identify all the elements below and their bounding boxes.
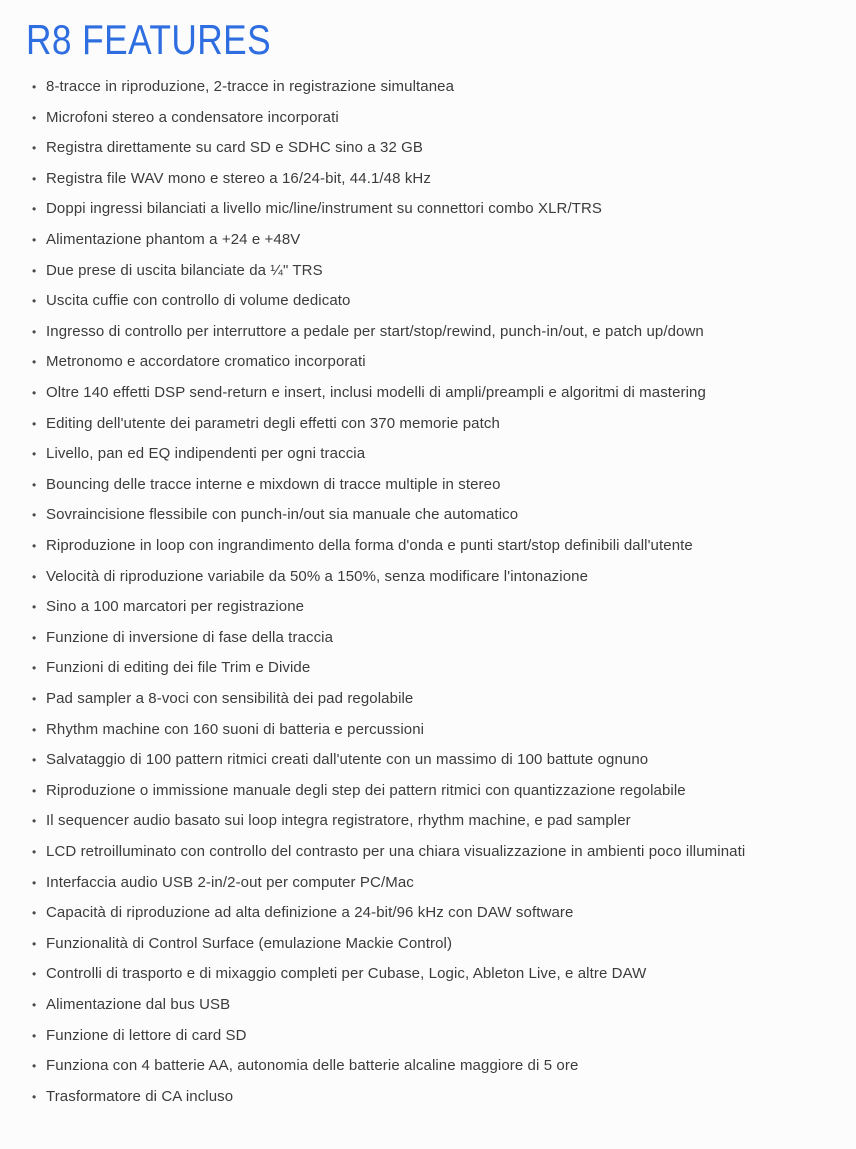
bullet-icon: • — [32, 508, 37, 523]
feature-item — [26, 996, 830, 1014]
feature-item — [26, 690, 830, 708]
bullet-icon: • — [32, 1059, 37, 1074]
bullet-icon: • — [32, 906, 37, 921]
bullet-icon: • — [32, 875, 37, 890]
feature-item-text: Funziona con 4 batterie AA, autonomia delle batterie alcaline maggiore di 5 ore — [46, 1057, 579, 1075]
feature-item-text: Livello, pan ed EQ indipendenti per ogni traccia — [46, 445, 366, 463]
bullet-icon: • — [32, 324, 37, 339]
feature-item-text: Pad sampler a 8-voci con sensibilità dei pad regolabile — [46, 689, 414, 707]
feature-item-text: Capacità di riproduzione ad alta definizione a 24-bit/96 kHz con DAW software — [46, 904, 574, 922]
feature-item — [26, 812, 830, 830]
bullet-icon: • — [32, 477, 37, 492]
feature-item-text: Interfaccia audio USB 2-in/2-out per computer PC/Mac — [46, 873, 414, 891]
bullet-icon: • — [32, 691, 37, 706]
feature-item — [26, 109, 830, 127]
feature-item-text: LCD retroilluminato con controllo del contrasto per una chiara visualizzazione in ambienti poco illuminati — [46, 842, 746, 860]
bullet-icon: • — [32, 600, 37, 615]
feature-item — [26, 598, 830, 616]
features-list — [26, 78, 830, 1106]
feature-item-text: Controlli di trasporto e di mixaggio completi per Cubase, Logic, Ableton Live, e altre DAW — [46, 965, 647, 983]
feature-item — [26, 231, 830, 249]
feature-item — [26, 445, 830, 463]
bullet-icon: • — [32, 233, 37, 248]
feature-item-text: Riproduzione o immissione manuale degli step dei pattern ritmici con quantizzazione regolabile — [46, 781, 686, 799]
feature-item-text: Sovraincisione flessibile con punch-in/out sia manuale che automatico — [46, 506, 519, 524]
bullet-icon: • — [32, 80, 37, 95]
bullet-icon: • — [32, 722, 37, 737]
feature-item-text: Uscita cuffie con controllo di volume dedicato — [46, 292, 351, 310]
bullet-icon: • — [32, 967, 37, 982]
feature-item — [26, 262, 830, 280]
bullet-icon: • — [32, 783, 37, 798]
bullet-icon: • — [32, 447, 37, 462]
feature-item — [26, 537, 830, 555]
feature-item — [26, 965, 830, 983]
bullet-icon: • — [32, 936, 37, 951]
feature-item — [26, 751, 830, 769]
feature-item — [26, 292, 830, 310]
feature-item-text: Ingresso di controllo per interruttore a pedale per start/stop/rewind, punch-in/out, e patch up/down — [46, 322, 704, 340]
feature-item — [26, 353, 830, 371]
bullet-icon: • — [32, 569, 37, 584]
bullet-icon: • — [32, 997, 37, 1012]
feature-item-text: Funzione di inversione di fase della traccia — [46, 628, 334, 646]
feature-item-text: Alimentazione phantom a +24 e +48V — [46, 231, 301, 249]
bullet-icon: • — [32, 630, 37, 645]
feature-item-text: Il sequencer audio basato sui loop integra registratore, rhythm machine, e pad sampler — [46, 812, 631, 830]
bullet-icon: • — [32, 294, 37, 309]
feature-item-text: Riproduzione in loop con ingrandimento della forma d'onda e punti start/stop definibili dall'utente — [46, 537, 693, 554]
feature-item-text: Alimentazione dal bus USB — [46, 995, 231, 1013]
page-title: R8 FEATURES — [26, 16, 272, 63]
feature-item-text: Oltre 140 effetti DSP send-return e insert, inclusi modelli di ampli/preampli e algoritmi di mastering — [46, 384, 706, 402]
feature-item — [26, 139, 830, 157]
feature-item — [26, 935, 830, 953]
feature-item — [26, 415, 830, 433]
bullet-icon: • — [32, 355, 37, 370]
feature-item-text: Microfoni stereo a condensatore incorporati — [46, 108, 339, 126]
feature-item — [26, 1088, 830, 1106]
feature-item — [26, 78, 830, 96]
feature-item-text: Doppi ingressi bilanciati a livello mic/line/instrument su connettori combo XLR/TRS — [46, 200, 603, 218]
feature-item-text: Velocità di riproduzione variabile da 50% a 150%, senza modificare l'intonazione — [46, 567, 589, 585]
feature-item-text: Funzionalità di Control Surface (emulazione Mackie Control) — [46, 934, 453, 952]
bullet-icon: • — [32, 110, 37, 125]
feature-item — [26, 904, 830, 922]
feature-item — [26, 323, 830, 341]
bullet-icon: • — [32, 141, 37, 156]
feature-item-text: Rhythm machine con 160 suoni di batteria e percussioni — [46, 720, 425, 738]
feature-item — [26, 1027, 830, 1045]
feature-item-text: Funzioni di editing dei file Trim e Divide — [46, 659, 311, 677]
feature-item — [26, 1057, 830, 1075]
feature-item — [26, 476, 830, 494]
bullet-icon: • — [32, 1089, 37, 1104]
bullet-icon: • — [32, 171, 37, 186]
feature-item-text: Sino a 100 marcatori per registrazione — [46, 598, 305, 616]
feature-item — [26, 843, 830, 861]
bullet-icon: • — [32, 661, 37, 676]
bullet-icon: • — [32, 844, 37, 859]
feature-item-text: Bouncing delle tracce interne e mixdown di tracce multiple in stereo — [46, 475, 501, 493]
feature-item — [26, 568, 830, 586]
feature-item — [26, 659, 830, 677]
feature-item — [26, 506, 830, 524]
feature-item — [26, 721, 830, 739]
bullet-icon: • — [32, 202, 37, 217]
feature-item — [26, 384, 830, 402]
bullet-icon: • — [32, 416, 37, 431]
bullet-icon: • — [32, 386, 37, 401]
feature-item — [26, 782, 830, 800]
bullet-icon: • — [32, 753, 37, 768]
feature-item-text: Registra direttamente su card SD e SDHC sino a 32 GB — [46, 139, 424, 157]
feature-item-text: Trasformatore di CA incluso — [46, 1087, 234, 1105]
feature-item — [26, 170, 830, 188]
feature-item — [26, 200, 830, 218]
feature-item-text: Due prese di uscita bilanciate da ¼" TRS — [46, 261, 323, 279]
feature-item-text: 8-tracce in riproduzione, 2-tracce in registrazione simultanea — [46, 78, 455, 96]
feature-item — [26, 629, 830, 647]
feature-item-text: Funzione di lettore di card SD — [46, 1026, 247, 1044]
bullet-icon: • — [32, 263, 37, 278]
feature-item-text: Metronomo e accordatore cromatico incorporati — [46, 353, 366, 371]
feature-item-text: Registra file WAV mono e stereo a 16/24-bit, 44.1/48 kHz — [46, 169, 431, 187]
bullet-icon: • — [32, 539, 37, 553]
bullet-icon: • — [32, 814, 37, 829]
bullet-icon: • — [32, 1028, 37, 1043]
feature-item-text: Editing dell'utente dei parametri degli effetti con 370 memorie patch — [46, 414, 500, 432]
feature-item — [26, 874, 830, 892]
feature-item-text: Salvataggio di 100 pattern ritmici creati dall'utente con un massimo di 100 battute ognuno — [46, 751, 649, 769]
